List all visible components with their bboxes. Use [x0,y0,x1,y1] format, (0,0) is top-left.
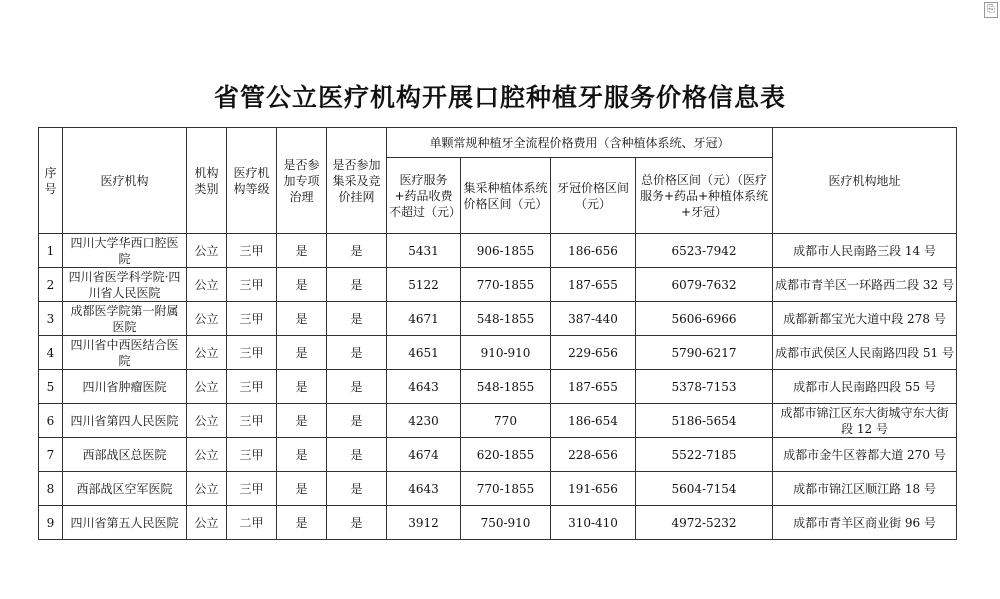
cell-address: 成都市人民南路三段 14 号 [773,234,957,268]
cell-seq: 7 [39,438,63,472]
cell-crown-range: 310-410 [551,506,636,540]
cell-grade: 三甲 [227,404,277,438]
table-row [39,506,957,540]
cell-crown-range: 387-440 [551,302,636,336]
cell-total-range: 5522-7185 [636,438,773,472]
cell-service-fee: 5431 [387,234,461,268]
header-service-fee: 医疗服务+药品收费不超过（元） [387,158,461,234]
cell-total-range: 5790-6217 [636,336,773,370]
cell-institution: 成都医学院第一附属医院 [63,302,187,336]
cell-service-fee: 4643 [387,472,461,506]
cell-crown-range: 229-656 [551,336,636,370]
cell-category: 公立 [187,506,227,540]
cell-institution: 四川省肿瘤医院 [63,370,187,404]
cell-special: 是 [277,472,327,506]
cell-crown-range: 186-654 [551,404,636,438]
cell-implant-range: 620-1855 [461,438,551,472]
cell-grade: 二甲 [227,506,277,540]
cell-grade: 三甲 [227,472,277,506]
table-row [39,234,957,268]
cell-crown-range: 228-656 [551,438,636,472]
cell-implant-range: 548-1855 [461,370,551,404]
cell-institution: 四川省中西医结合医院 [63,336,187,370]
cell-category: 公立 [187,472,227,506]
cell-total-range: 5186-5654 [636,404,773,438]
header-seq: 序号 [39,128,63,234]
table-row [39,268,957,302]
cell-service-fee: 4671 [387,302,461,336]
cell-service-fee: 3912 [387,506,461,540]
cell-grade: 三甲 [227,438,277,472]
cell-procurement: 是 [327,472,387,506]
cell-seq: 1 [39,234,63,268]
table-row [39,472,957,506]
cell-address: 成都市锦江区东大街城守东大街段 12 号 [773,404,957,438]
cell-address: 成都市青羊区商业街 96 号 [773,506,957,540]
header-institution: 医疗机构 [63,128,187,234]
cell-category: 公立 [187,234,227,268]
cell-grade: 三甲 [227,336,277,370]
table-header-row [39,128,957,158]
cell-service-fee: 4643 [387,370,461,404]
cell-implant-range: 750-910 [461,506,551,540]
header-category: 机构类别 [187,128,227,234]
cell-special: 是 [277,302,327,336]
header-grade: 医疗机构等级 [227,128,277,234]
header-crown-range: 牙冠价格区间（元） [551,158,636,234]
cell-implant-range: 906-1855 [461,234,551,268]
header-special: 是否参加专项治理 [277,128,327,234]
cell-total-range: 4972-5232 [636,506,773,540]
table-row [39,302,957,336]
cell-total-range: 5604-7154 [636,472,773,506]
cell-address: 成都市人民南路四段 55 号 [773,370,957,404]
cell-grade: 三甲 [227,268,277,302]
price-table [38,127,957,540]
cell-address: 成都市青羊区一环路西二段 32 号 [773,268,957,302]
cell-total-range: 6523-7942 [636,234,773,268]
cell-implant-range: 910-910 [461,336,551,370]
cell-procurement: 是 [327,370,387,404]
cell-implant-range: 770-1855 [461,268,551,302]
header-implant-range: 集采种植体系统价格区间（元） [461,158,551,234]
cell-implant-range: 548-1855 [461,302,551,336]
cell-category: 公立 [187,438,227,472]
table-row [39,404,957,438]
page-corner-icon: ⎘ [984,2,998,18]
cell-institution: 四川省第四人民医院 [63,404,187,438]
cell-special: 是 [277,268,327,302]
table-row [39,336,957,370]
cell-implant-range: 770-1855 [461,472,551,506]
cell-grade: 三甲 [227,302,277,336]
cell-procurement: 是 [327,506,387,540]
cell-seq: 2 [39,268,63,302]
cell-category: 公立 [187,404,227,438]
cell-procurement: 是 [327,404,387,438]
table-row [39,370,957,404]
cell-total-range: 5378-7153 [636,370,773,404]
cell-grade: 三甲 [227,234,277,268]
cell-address: 成都市金牛区蓉都大道 270 号 [773,438,957,472]
cell-special: 是 [277,336,327,370]
header-group: 单颗常规种植牙全流程价格费用（含种植体系统、牙冠） [387,128,773,158]
cell-category: 公立 [187,336,227,370]
cell-seq: 5 [39,370,63,404]
cell-procurement: 是 [327,234,387,268]
cell-institution: 四川省医学科学院·四川省人民医院 [63,268,187,302]
cell-procurement: 是 [327,268,387,302]
header-procurement: 是否参加集采及竞价挂网 [327,128,387,234]
cell-total-range: 6079-7632 [636,268,773,302]
cell-special: 是 [277,370,327,404]
cell-service-fee: 4230 [387,404,461,438]
cell-service-fee: 4674 [387,438,461,472]
table-row [39,438,957,472]
cell-address: 成都新都宝光大道中段 278 号 [773,302,957,336]
cell-institution: 四川省第五人民医院 [63,506,187,540]
cell-service-fee: 5122 [387,268,461,302]
cell-crown-range: 186-656 [551,234,636,268]
cell-address: 成都市锦江区顺江路 18 号 [773,472,957,506]
cell-procurement: 是 [327,336,387,370]
cell-seq: 9 [39,506,63,540]
cell-seq: 6 [39,404,63,438]
page-title: 省管公立医疗机构开展口腔种植牙服务价格信息表 [213,83,786,112]
cell-procurement: 是 [327,438,387,472]
cell-total-range: 5606-6966 [636,302,773,336]
cell-crown-range: 187-655 [551,370,636,404]
header-total-range: 总价格区间（元）（医疗服务+药品+种植体系统+牙冠） [636,158,773,234]
cell-category: 公立 [187,268,227,302]
cell-special: 是 [277,234,327,268]
header-address: 医疗机构地址 [773,128,957,234]
cell-special: 是 [277,506,327,540]
cell-institution: 四川大学华西口腔医院 [63,234,187,268]
cell-category: 公立 [187,370,227,404]
cell-service-fee: 4651 [387,336,461,370]
cell-implant-range: 770 [461,404,551,438]
cell-procurement: 是 [327,302,387,336]
cell-grade: 三甲 [227,370,277,404]
cell-seq: 4 [39,336,63,370]
cell-seq: 8 [39,472,63,506]
cell-special: 是 [277,438,327,472]
cell-crown-range: 187-655 [551,268,636,302]
cell-category: 公立 [187,302,227,336]
cell-special: 是 [277,404,327,438]
cell-institution: 西部战区总医院 [63,438,187,472]
cell-address: 成都市武侯区人民南路四段 51 号 [773,336,957,370]
cell-seq: 3 [39,302,63,336]
cell-institution: 西部战区空军医院 [63,472,187,506]
cell-crown-range: 191-656 [551,472,636,506]
